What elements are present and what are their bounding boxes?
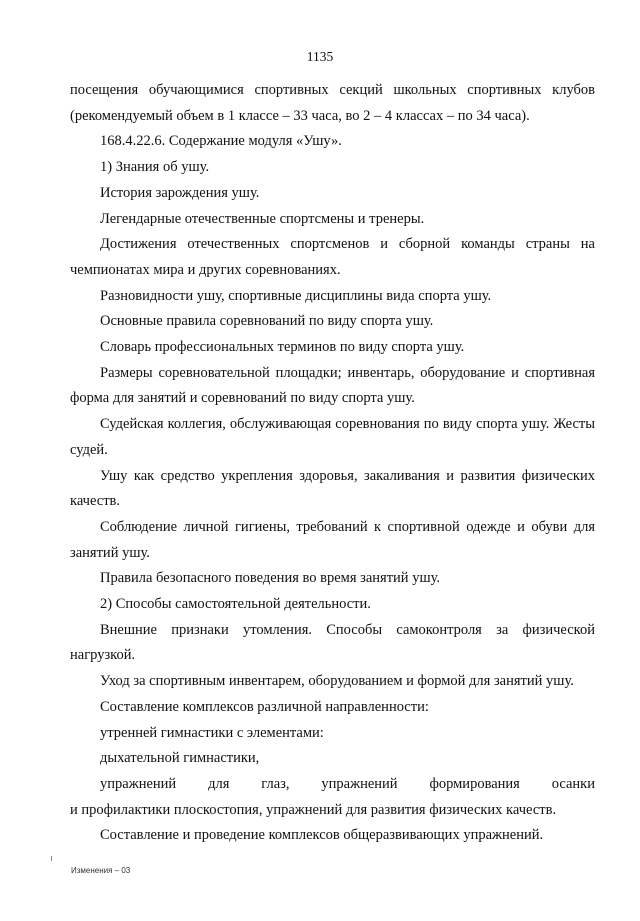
paragraph-fatigue: Внешние признаки утомления. Способы самоконтроля за физической нагрузкой. bbox=[70, 621, 595, 664]
paragraph-judges: Судейская коллегия, обслуживающая соревнования по виду спорта ушу. Жесты судей. bbox=[70, 416, 595, 458]
paragraph-glossary: Словарь профессиональных терминов по виду спорта ушу. bbox=[100, 339, 465, 356]
word: упражнений bbox=[100, 775, 177, 792]
subsection-self-activity: 2) Способы самостоятельной деятельности. bbox=[100, 596, 371, 613]
paragraph-health: Ушу как средство укрепления здоровья, закаливания и развития физических качеств. bbox=[70, 467, 595, 510]
paragraph-exercises-continuation: и профилактики плоскостопия, упражнений для развития физических качеств. bbox=[70, 801, 557, 818]
paragraph-breathing: дыхательной гимнастики, bbox=[100, 750, 260, 767]
paragraph-safety: Правила безопасного поведения во время занятий ушу. bbox=[100, 570, 441, 587]
paragraph-morning-gymnastics: утренней гимнастики с элементами: bbox=[100, 724, 324, 741]
paragraph-general-exercises: Составление и проведение комплексов общеразвивающих упражнений. bbox=[100, 827, 544, 844]
footer-revision: Изменения – 03 bbox=[71, 866, 131, 875]
word: формирования bbox=[429, 775, 520, 792]
page-number: 1135 bbox=[306, 49, 334, 64]
word: для bbox=[208, 775, 230, 792]
paragraph-venue-sizes: Размеры соревновательной площадки; инвентарь, оборудование и спортивная форма для занятий и соревнований по виду спорта ушу. bbox=[70, 364, 595, 407]
paragraph-rules: Основные правила соревнований по виду спорта ушу. bbox=[100, 313, 434, 330]
paragraph-equipment-care: Уход за спортивным инвентарем, оборудованием и формой для занятий ушу. bbox=[100, 673, 574, 690]
word: упражнений bbox=[321, 775, 398, 792]
paragraph-varieties: Разновидности ушу, спортивные дисциплины вида спорта ушу. bbox=[100, 287, 492, 304]
word: осанки bbox=[551, 775, 595, 792]
paragraph-hygiene: Соблюдение личной гигиены, требований к спортивной одежде и обуви для занятий ушу. bbox=[70, 518, 595, 561]
document-body bbox=[70, 78, 595, 849]
section-heading-wushu-module: 168.4.22.6. Содержание модуля «Ушу». bbox=[100, 133, 342, 150]
paragraph-legendary-athletes: Легендарные отечественные спортсмены и тренеры. bbox=[100, 210, 425, 227]
subsection-knowledge: 1) Знания об ушу. bbox=[100, 159, 210, 176]
paragraph-achievements: Достижения отечественных спортсменов и сборной команды страны на чемпионатах мира и других соревнованиях. bbox=[70, 236, 595, 278]
paragraph-visits: посещения обучающимися спортивных секций школьных спортивных клубов (рекомендуемый объем в 1 классе – 33 часа, во 2 – 4 классах – по 34 часа). bbox=[70, 82, 595, 124]
paragraph-exercises-line bbox=[70, 772, 595, 798]
paragraph-complexes: Составление комплексов различной направленности: bbox=[100, 698, 429, 715]
word: глаз, bbox=[261, 775, 290, 792]
paragraph-history: История зарождения ушу. bbox=[100, 184, 260, 201]
scan-mark bbox=[51, 856, 52, 861]
